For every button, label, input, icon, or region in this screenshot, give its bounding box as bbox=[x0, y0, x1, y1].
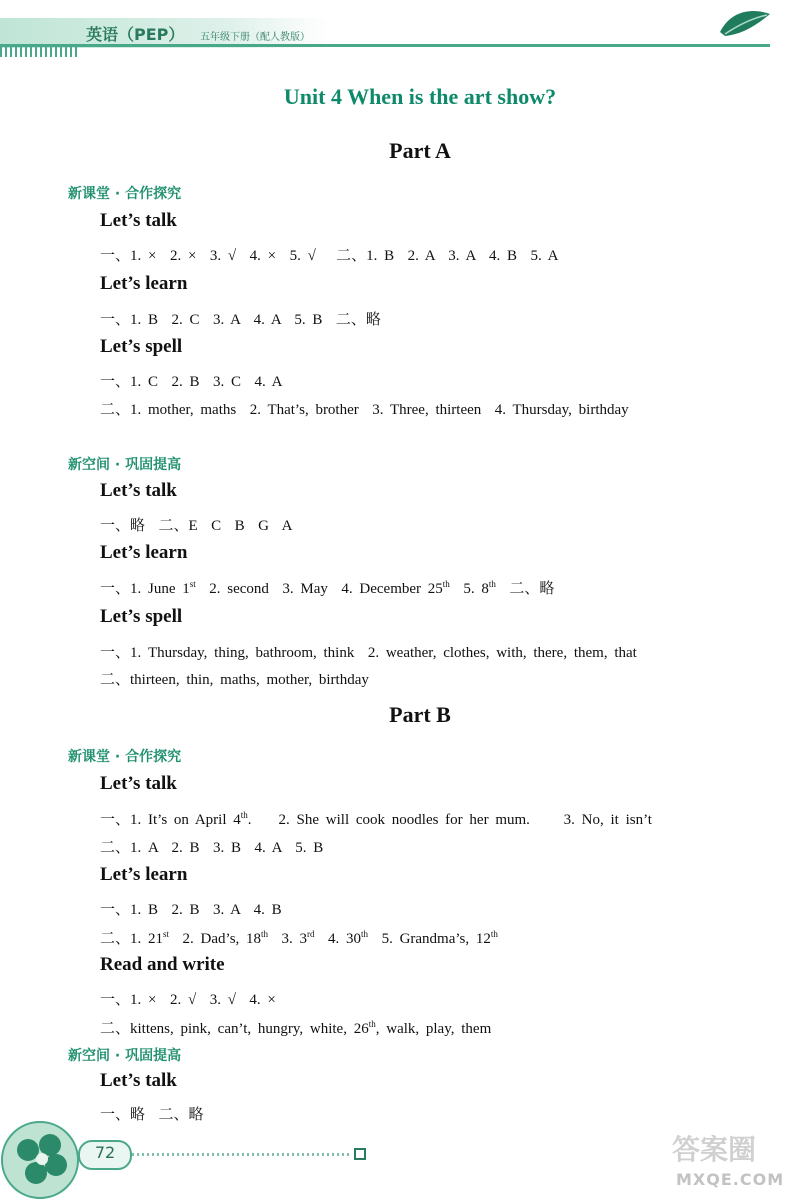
page-number: 72 bbox=[94, 1143, 116, 1162]
subsection-label: Let’s talk bbox=[100, 210, 177, 231]
answer-line: 一、1. C 2. B 3. C 4. A bbox=[100, 374, 283, 390]
corner-watermark-text: MXQE.COM bbox=[676, 1170, 785, 1189]
page-header bbox=[0, 0, 800, 60]
section-heading: 新空间 · 巩固提高 bbox=[68, 457, 182, 473]
subsection-label: Let’s talk bbox=[100, 1070, 177, 1091]
section-heading: 新空间 · 巩固提高 bbox=[68, 1048, 182, 1064]
subsection-label: Let’s talk bbox=[100, 773, 177, 794]
header-ticks bbox=[0, 47, 80, 57]
answer-line: 一、1. × 2. × 3. √ 4. × 5. √ 二、1. B 2. A 3. A 4. B 5. A bbox=[100, 248, 559, 264]
book-title: 英语（PEP） bbox=[86, 25, 185, 44]
answer-line: 二、thirteen, thin, maths, mother, birthday bbox=[100, 672, 369, 688]
section-heading: 新课堂 · 合作探究 bbox=[68, 186, 182, 202]
unit-title: Unit 4 When is the art show? bbox=[283, 84, 557, 109]
answer-line: 一、1. × 2. √ 3. √ 4. × bbox=[100, 992, 276, 1008]
answer-line: 一、略 二、略 bbox=[100, 1107, 204, 1123]
section-heading: 新课堂 · 合作探究 bbox=[68, 749, 182, 765]
subsection-label: Let’s learn bbox=[100, 864, 188, 885]
answer-line: 一、1. Thursday, thing, bathroom, think 2. weather, clothes, with, there, them, that bbox=[100, 645, 637, 661]
part-b-title: Part B bbox=[389, 702, 451, 727]
answer-line: 一、1. June 1st 2. second 3. May 4. December 25th 5. 8th 二、略 bbox=[100, 579, 555, 597]
subsection-label: Let’s spell bbox=[100, 336, 183, 357]
answer-line: 二、1. mother, maths 2. That’s, brother 3. Three, thirteen 4. Thursday, birthday bbox=[100, 402, 629, 418]
corner-watermark-logo: 答案圈 bbox=[672, 1133, 757, 1166]
answer-line: 二、kittens, pink, can’t, hungry, white, 26th, walk, play, them bbox=[100, 1019, 492, 1037]
part-a-title: Part A bbox=[389, 138, 451, 163]
answer-line: 一、1. B 2. C 3. A 4. A 5. B 二、略 bbox=[100, 312, 381, 328]
answer-line: 二、1. 21st 2. Dad’s, 18th 3. 3rd 4. 30th 5. Grandma’s, 12th bbox=[100, 929, 498, 947]
subsection-label: Read and write bbox=[100, 954, 225, 975]
footer-dotted-rule bbox=[132, 1153, 352, 1156]
flower-icon bbox=[0, 1105, 90, 1200]
subsection-label: Let’s spell bbox=[100, 606, 183, 627]
answer-line: 一、略 二、E C B G A bbox=[100, 518, 293, 534]
book-subtitle: 五年级下册（配人教版） bbox=[200, 32, 310, 43]
subsection-label: Let’s learn bbox=[100, 273, 188, 294]
answer-line: 一、1. B 2. B 3. A 4. B bbox=[100, 902, 282, 918]
footer-square-icon bbox=[354, 1148, 366, 1160]
leaf-icon bbox=[715, 2, 775, 42]
subsection-label: Let’s talk bbox=[100, 480, 177, 501]
subsection-label: Let’s learn bbox=[100, 542, 188, 563]
answer-line: 一、1. It’s on April 4th. 2. She will cook noodles for her mum. 3. No, it isn’t bbox=[100, 810, 652, 828]
answer-line: 二、1. A 2. B 3. B 4. A 5. B bbox=[100, 840, 324, 856]
